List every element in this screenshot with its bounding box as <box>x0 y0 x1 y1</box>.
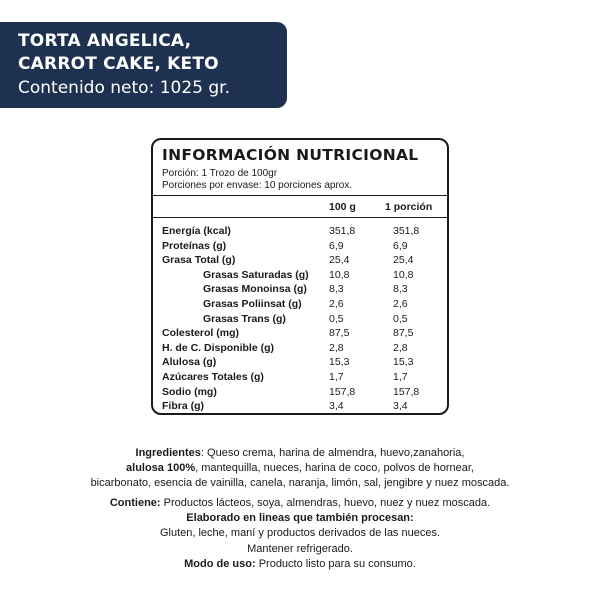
product-name-line1: TORTA ANGELICA, <box>18 31 192 51</box>
nutrient-label: Grasas Monoinsa (g) <box>203 283 307 296</box>
processed-label-text: Elaborado en lineas que también procesan: <box>186 512 414 525</box>
product-name-line2: CARROT CAKE, KETO <box>18 54 219 74</box>
contains-text: Productos lácteos, soya, almendras, huevo, nuez y nuez moscada. <box>160 497 491 509</box>
value-portion: 15,3 <box>393 356 414 369</box>
nutrition-title: INFORMACIÓN NUTRICIONAL <box>162 146 419 164</box>
value-100g: 2,8 <box>329 341 344 354</box>
value-portion: 8,3 <box>393 283 408 296</box>
ingredients-text1: : Queso crema, harina de almendra, huevo,zanahoria, <box>200 447 465 459</box>
nutrient-label: Sodio (mg) <box>162 385 217 398</box>
nutrition-row <box>153 327 447 342</box>
nutrient-label: Colesterol (mg) <box>162 327 240 340</box>
column-header-100g: 100 g <box>329 201 356 213</box>
nutrient-label: Energía (kcal) <box>162 225 231 237</box>
nutrition-row <box>153 254 447 269</box>
nutrition-row <box>153 342 447 357</box>
serving-size: Porción: 1 Trozo de 100gr <box>162 168 278 179</box>
ingredients-line2 <box>20 461 580 476</box>
value-100g: 157,8 <box>329 385 356 398</box>
nutrition-facts-panel <box>151 138 449 415</box>
net-content: Contenido neto: 1025 gr. <box>18 78 230 98</box>
value-portion: 87,5 <box>393 327 414 340</box>
contains-label: Contiene: <box>109 497 161 509</box>
nutrient-label: Grasas Poliinsat (g) <box>203 297 302 310</box>
nutrient-label: Alulosa (g) <box>162 356 217 369</box>
nutrient-label: Grasas Saturadas (g) <box>203 268 309 281</box>
value-portion: 1,7 <box>393 370 408 383</box>
value-portion: 2,6 <box>393 297 408 310</box>
nutrition-row <box>153 298 447 313</box>
nutrition-row <box>153 313 447 328</box>
nutrition-row <box>153 400 447 415</box>
value-100g: 1,7 <box>329 370 344 383</box>
nutrition-rows <box>153 225 447 415</box>
value-portion: 2,8 <box>393 341 408 354</box>
nutrition-row <box>153 356 447 371</box>
nutrient-label: H. de C. Disponible (g) <box>162 341 274 354</box>
usage-line <box>20 557 580 572</box>
divider <box>153 217 447 218</box>
usage-text: Producto listo para su consumo. <box>255 557 416 570</box>
nutrient-label: Azúcares Totales (g) <box>162 370 264 383</box>
divider <box>153 195 447 196</box>
nutrition-row <box>153 269 447 284</box>
ingredients-bold-alulosa: alulosa 100% <box>126 462 196 475</box>
nutrition-row <box>153 386 447 401</box>
usage-label: Modo de uso: <box>184 557 256 570</box>
product-header <box>0 22 287 108</box>
ingredients-text2: , mantequilla, nueces, harina de coco, polvos de hornear, <box>195 462 474 475</box>
value-100g: 0,5 <box>329 312 344 325</box>
nutrient-label: Proteínas (g) <box>162 239 227 252</box>
value-portion: 3,4 <box>393 400 408 413</box>
nutrition-row <box>153 283 447 298</box>
nutrition-row <box>153 371 447 386</box>
ingredients-line3: bicarbonato, esencia de vainilla, canela, naranja, limón, sal, jengibre y nuez moscada. <box>90 477 510 490</box>
contains-line <box>20 496 580 511</box>
processed-text: Gluten, leche, maní y productos derivados de las nueces. <box>159 527 441 540</box>
value-100g: 25,4 <box>329 254 350 267</box>
value-100g: 3,4 <box>329 400 344 413</box>
value-100g: 2,6 <box>329 297 344 310</box>
nutrient-label: Grasas Trans (g) <box>203 312 286 325</box>
value-100g: 6,9 <box>329 239 344 252</box>
nutrition-row <box>153 240 447 255</box>
ingredients-label: Ingredientes <box>135 447 201 459</box>
processed-label <box>20 511 580 526</box>
value-100g: 8,3 <box>329 283 344 296</box>
nutrition-row <box>153 225 447 240</box>
column-header-portion: 1 porción <box>385 201 433 213</box>
value-100g: 15,3 <box>329 356 350 369</box>
value-portion: 6,9 <box>393 239 408 252</box>
value-portion: 25,4 <box>393 254 414 267</box>
nutrient-label: Grasa Total (g) <box>162 254 236 267</box>
value-portion: 0,5 <box>393 312 408 325</box>
value-portion: 157,8 <box>393 385 420 398</box>
servings-per-pack: Porciones por envase: 10 porciones aprox. <box>162 180 353 191</box>
value-100g: 351,8 <box>329 225 356 237</box>
nutrient-label: Fibra (g) <box>162 400 204 413</box>
value-portion: 351,8 <box>393 225 420 237</box>
value-portion: 10,8 <box>393 268 414 281</box>
ingredients-line1 <box>20 446 580 461</box>
value-100g: 10,8 <box>329 268 350 281</box>
value-100g: 87,5 <box>329 327 350 340</box>
ingredients-block <box>20 446 580 492</box>
storage-instructions: Mantener refrigerado. <box>247 542 353 555</box>
allergen-block <box>20 496 580 572</box>
